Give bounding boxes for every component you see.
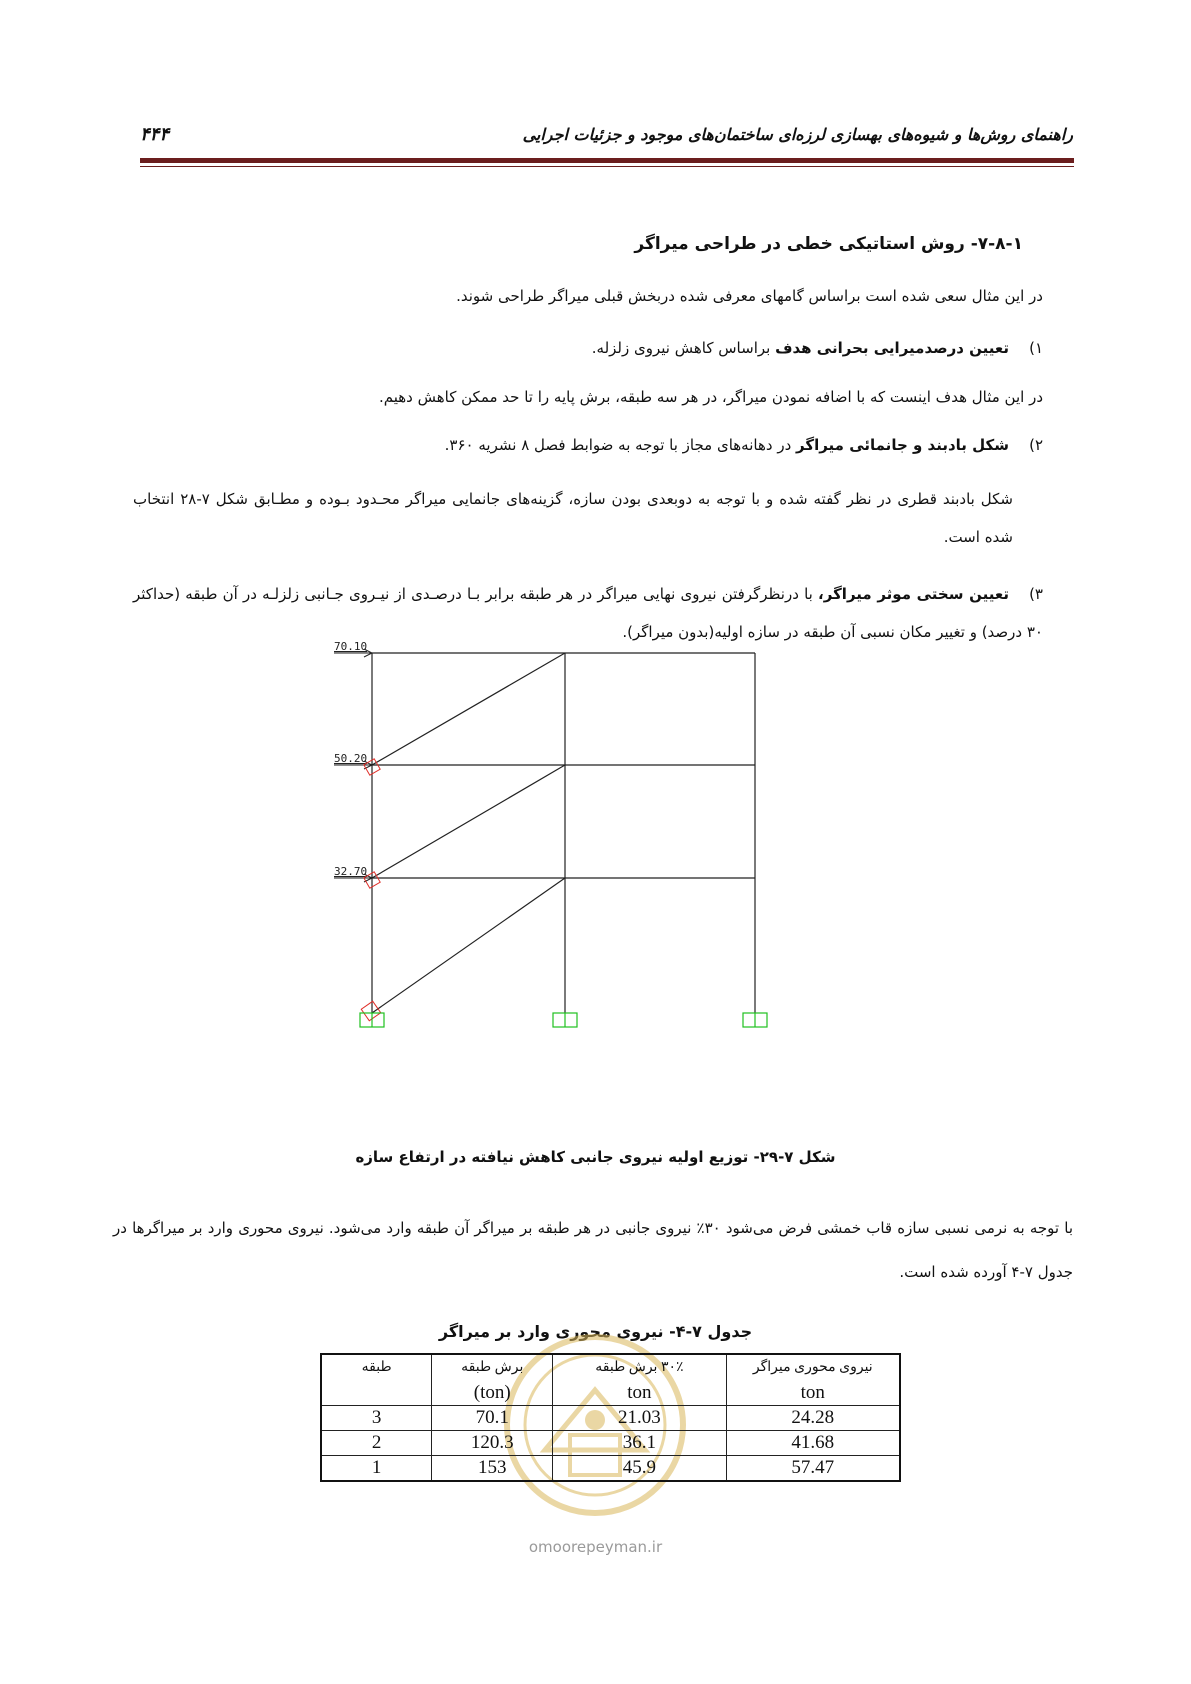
table-row (321, 1406, 900, 1431)
table-cell: 3 (321, 1406, 432, 1431)
list-item-text: در دهانه‌های مجاز با توجه به ضوابط فصل ۸ نشریه ۳۶۰. (444, 436, 797, 454)
table-caption: جدول ۷-۴- نیروی محوری وارد بر میراگر (438, 1322, 753, 1341)
list-number: ۱) (1029, 339, 1043, 357)
paragraph-brace-shape: شکل بادبند قطری در نظر گفته شده و با توجه به دوبعدی بودن سازه، گزینه‌های جانمایی میراگر محـدود بـوده و مطـابق شکل ۷-۲۸ انتخاب شده است. (133, 490, 1013, 546)
table-header-cell: نیروی محوری میراگر ton (726, 1354, 900, 1406)
load-label-roof: 70.10 (334, 640, 368, 653)
watermark-url: omoorepeyman.ir (528, 1538, 663, 1556)
table-header-cell: برش طبقه (ton) (432, 1354, 553, 1406)
list-number: ۳) (1029, 585, 1043, 603)
page-number: ۴۴۴ (140, 124, 170, 145)
table-cell: 36.1 (553, 1431, 726, 1456)
damper-axial-force-table (320, 1353, 901, 1482)
table-row (321, 1456, 900, 1482)
support-symbols (360, 1013, 767, 1027)
list-item-2 (143, 431, 1043, 459)
section-heading: ۷-۸-۱- روش استاتیکی خطی در طراحی میراگر (634, 234, 1023, 254)
table-cell: 45.9 (553, 1456, 726, 1482)
damper-markers (361, 759, 380, 1021)
list-item-1 (143, 334, 1043, 362)
list-item-bold: شکل بادبند و جانمائی میراگر (796, 436, 1009, 454)
figure-caption: شکل ۷-۲۹- توزیع اولیه نیروی جانبی کاهش نیافته در ارتفاع سازه (355, 1148, 836, 1166)
list-item-bold: تعیین سختی موثر میراگر، (818, 585, 1009, 603)
header-rule-thick (140, 158, 1074, 163)
table-cell: 21.03 (553, 1406, 726, 1431)
paragraph-goal: در این مثال هدف اینست که با اضافه نمودن میراگر، در هر سه طبقه، برش پایه را تا حد ممکن کاهش دهیم. (378, 388, 1043, 406)
list-item-text: با درنظرگرفتن نیروی نهایی میراگر در هر طبقه برابر بـا درصـدی از نیـروی جـانبی زلزلـه در آن طبقه (حداکثر ۳۰ درصد) و تغییر مکان نسبی آن طبقه در سازه اولیه(بدون میراگر). (133, 585, 1043, 641)
list-item-3 (133, 575, 1043, 651)
header-rule-thin (140, 166, 1074, 167)
list-item-text: براساس کاهش نیروی زلزله. (591, 339, 776, 357)
table-header-row (321, 1354, 900, 1406)
table-cell: 2 (321, 1431, 432, 1456)
list-number: ۲) (1029, 436, 1043, 454)
list-item-bold: تعیین درصدمیرایی بحرانی هدف (775, 339, 1009, 357)
table-cell: 24.28 (726, 1406, 900, 1431)
table-cell: 153 (432, 1456, 553, 1482)
table-cell: 70.1 (432, 1406, 553, 1431)
table-cell: 120.3 (432, 1431, 553, 1456)
paragraph-damper-force: با توجه به نرمی نسبی سازه قاب خمشی فرض می‌شود ۳۰٪ نیروی جانبی در هر طبقه بر میراگر آن طبقه وارد می‌شود. نیروی محوری وارد بر میراگرها در جدول ۷-۴ آورده شده است. (113, 1219, 1073, 1281)
frame-lateral-load-figure (330, 640, 850, 1138)
table-cell: 57.47 (726, 1456, 900, 1482)
table-header-cell: ۳۰٪ برش طبقه ton (553, 1354, 726, 1406)
load-label-floor1: 32.70 (334, 865, 368, 878)
table-cell: 41.68 (726, 1431, 900, 1456)
paragraph-intro: در این مثال سعی شده است براساس گامهای معرفی شده دربخش قبلی میراگر طراحی شوند. (456, 287, 1043, 305)
running-header-title: راهنمای روش‌ها و شیوه‌های بهسازی لرزه‌ای ساختمان‌های موجود و جزئیات اجرایی (522, 125, 1073, 144)
load-label-floor2: 50.20 (334, 752, 368, 765)
frame-lines (372, 653, 755, 1013)
table-cell: 1 (321, 1456, 432, 1482)
table-row (321, 1431, 900, 1456)
table-header-cell: طبقه (321, 1354, 432, 1406)
